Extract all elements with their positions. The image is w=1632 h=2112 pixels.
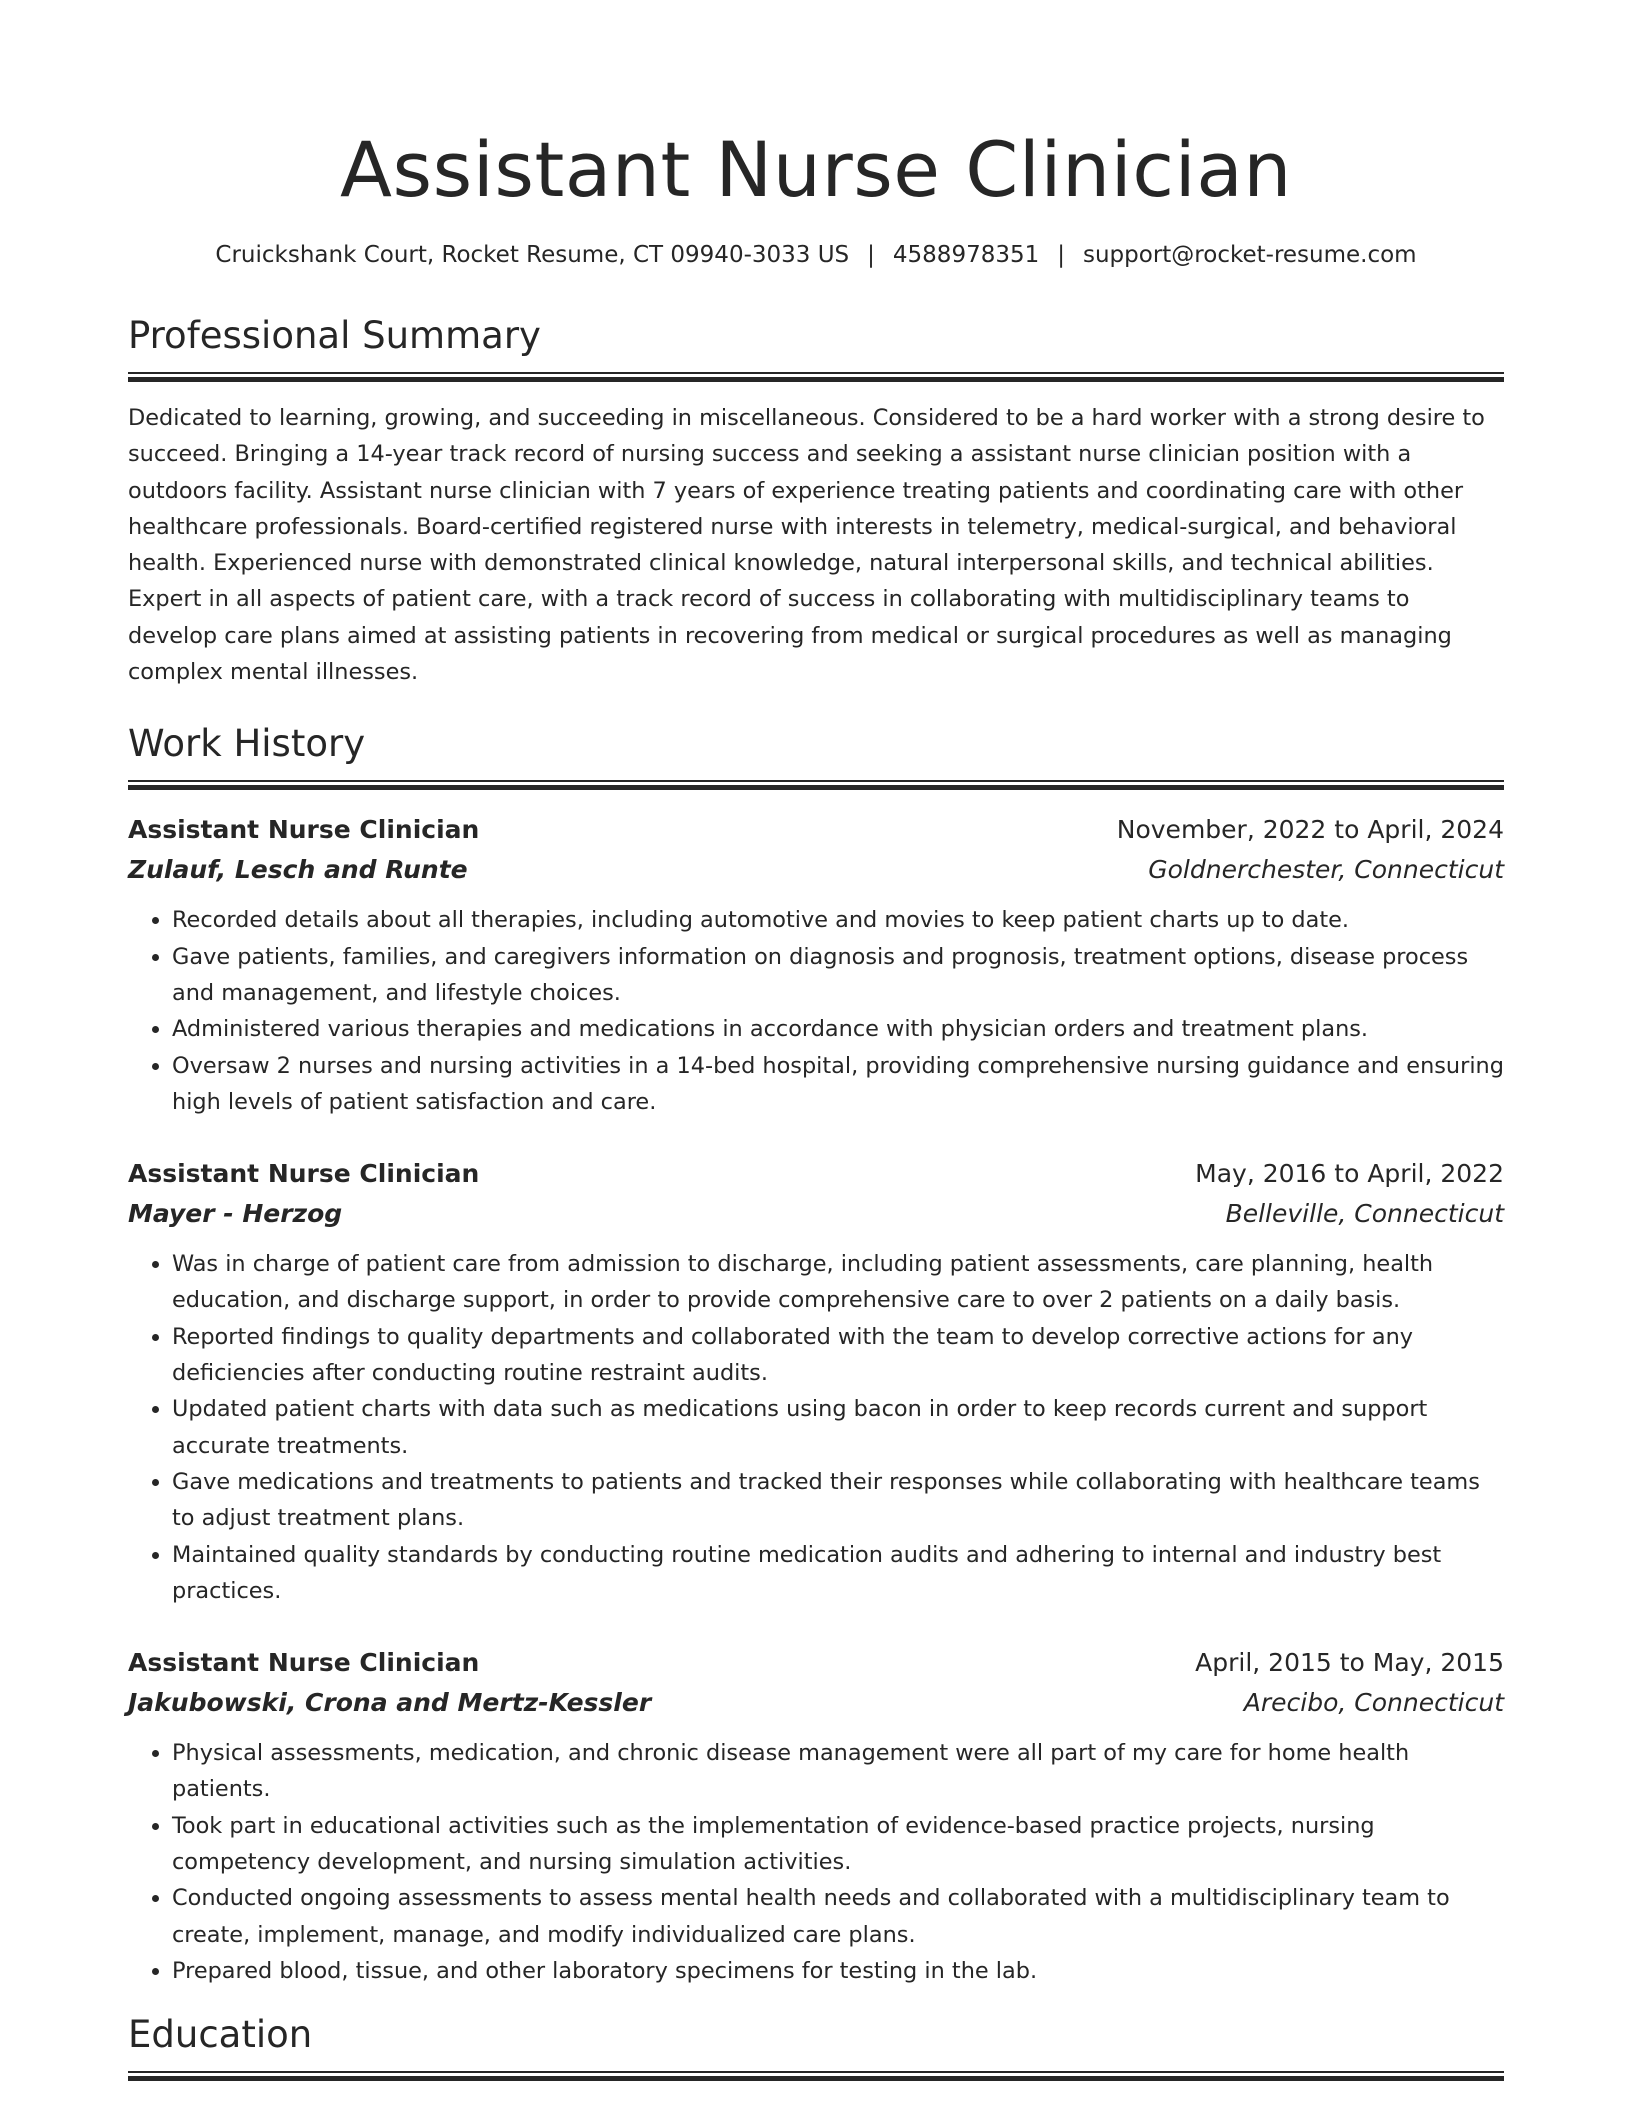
job-title: Assistant Nurse Clinician <box>128 1648 480 1678</box>
section-divider <box>128 372 1504 382</box>
job-bullet: • Physical assessments, medication, and chronic disease management were all part of my care for home health patients. <box>172 1735 1504 1808</box>
job-bullet: • Maintained quality standards by conducting routine medication audits and adhering to internal and industry best practices. <box>172 1537 1504 1610</box>
job-dates: April, 2015 to May, 2015 <box>1195 1648 1504 1678</box>
job-bullet: • Prepared blood, tissue, and other laboratory specimens for testing in the lab. <box>172 1953 1504 1989</box>
job-company-row <box>128 1683 1504 1723</box>
job-bullets <box>128 1246 1504 1609</box>
job-bullet: • Reported findings to quality departments and collaborated with the team to develop corrective actions for any deficiencies after conducting routine restraint audits. <box>172 1319 1504 1392</box>
job-bullet: • Took part in educational activities such as the implementation of evidence-based practice projects, nursing competency development, and nursing simulation activities. <box>172 1808 1504 1881</box>
job-bullets <box>128 1735 1504 1989</box>
contact-phone: 4588978351 <box>892 242 1040 268</box>
section-title: Professional Summary <box>128 314 541 357</box>
job-location: Arecibo, Connecticut <box>1243 1688 1504 1718</box>
job-header-row <box>128 1643 1504 1683</box>
summary-text: Dedicated to learning, growing, and succeeding in miscellaneous. Considered to be a hard worker with a strong desire to succeed. Bringing a 14-year track record of nursing success and seeking a assistant nurse clinician position with a outdoors facility. Assistant nurse clinician with 7 years of experience treating patients and coordinating care with other healthcare professionals. Board-certified registered nurse with interests in telemetry, medical-surgical, and behavioral health. Experienced nurse with demonstrated clinical knowledge, natural interpersonal skills, and technical abilities. Expert in all aspects of patient care, with a track record of success in collaborating with multidisciplinary teams to develop care plans aimed at assisting patients in recovering from medical or surgical procedures as well as managing complex mental illnesses. <box>128 405 1485 686</box>
job-bullet: • Was in charge of patient care from admission to discharge, including patient assessments, care planning, health education, and discharge support, in order to provide comprehensive care to over 2 patients on a daily basis. <box>172 1246 1504 1319</box>
job-company-row <box>128 1194 1504 1234</box>
resume-page <box>128 0 1504 2081</box>
professional-summary-section <box>128 312 1504 690</box>
job-title: Assistant Nurse Clinician <box>128 815 480 845</box>
section-title: Work History <box>128 722 366 766</box>
job-company: Mayer - Herzog <box>128 1199 343 1229</box>
section-title: Education <box>128 2013 313 2057</box>
job-dates: November, 2022 to April, 2024 <box>1116 815 1504 845</box>
contact-address: Cruickshank Court, Rocket Resume, CT 09940-3033 US <box>215 242 850 268</box>
job-header-row <box>128 810 1504 850</box>
job-company: Zulauf, Lesch and Runte <box>128 855 468 885</box>
job-bullet: • Updated patient charts with data such as medications using bacon in order to keep records current and support accurate treatments. <box>172 1391 1504 1464</box>
job-entry <box>128 1643 1504 1989</box>
work-history-section <box>128 720 1504 1989</box>
job-location: Belleville, Connecticut <box>1225 1199 1504 1229</box>
job-bullet: • Oversaw 2 nurses and nursing activities in a 14-bed hospital, providing comprehensive nursing guidance and ensuring high levels of patient satisfaction and care. <box>172 1048 1504 1121</box>
job-entry <box>128 810 1504 1120</box>
job-dates: May, 2016 to April, 2022 <box>1195 1159 1504 1189</box>
job-header-row <box>128 1154 1504 1194</box>
job-bullet: • Gave medications and treatments to patients and tracked their responses while collaborating with healthcare teams to adjust treatment plans. <box>172 1464 1504 1537</box>
section-divider <box>128 780 1504 790</box>
contact-line <box>128 238 1504 272</box>
job-company-row <box>128 850 1504 890</box>
job-bullet: • Conducted ongoing assessments to assess mental health needs and collaborated with a multidisciplinary team to create, implement, manage, and modify individualized care plans. <box>172 1880 1504 1953</box>
contact-separator: | <box>1057 242 1065 268</box>
job-bullet: • Recorded details about all therapies, including automotive and movies to keep patient charts up to date. <box>172 902 1504 938</box>
contact-email: support@rocket-resume.com <box>1083 242 1417 268</box>
job-bullet: • Administered various therapies and medications in accordance with physician orders and treatment plans. <box>172 1011 1504 1047</box>
education-section <box>128 2011 1504 2081</box>
job-bullets <box>128 902 1504 1120</box>
job-title: Assistant Nurse Clinician <box>128 1159 480 1189</box>
contact-separator: | <box>867 242 875 268</box>
resume-name: Assistant Nurse Clinician <box>340 125 1292 214</box>
job-entry <box>128 1154 1504 1609</box>
job-location: Goldnerchester, Connecticut <box>1148 855 1504 885</box>
job-company: Jakubowski, Crona and Mertz-Kessler <box>128 1688 652 1718</box>
section-divider <box>128 2071 1504 2081</box>
job-bullet: • Gave patients, families, and caregivers information on diagnosis and prognosis, treatment options, disease process and management, and lifestyle choices. <box>172 939 1504 1012</box>
